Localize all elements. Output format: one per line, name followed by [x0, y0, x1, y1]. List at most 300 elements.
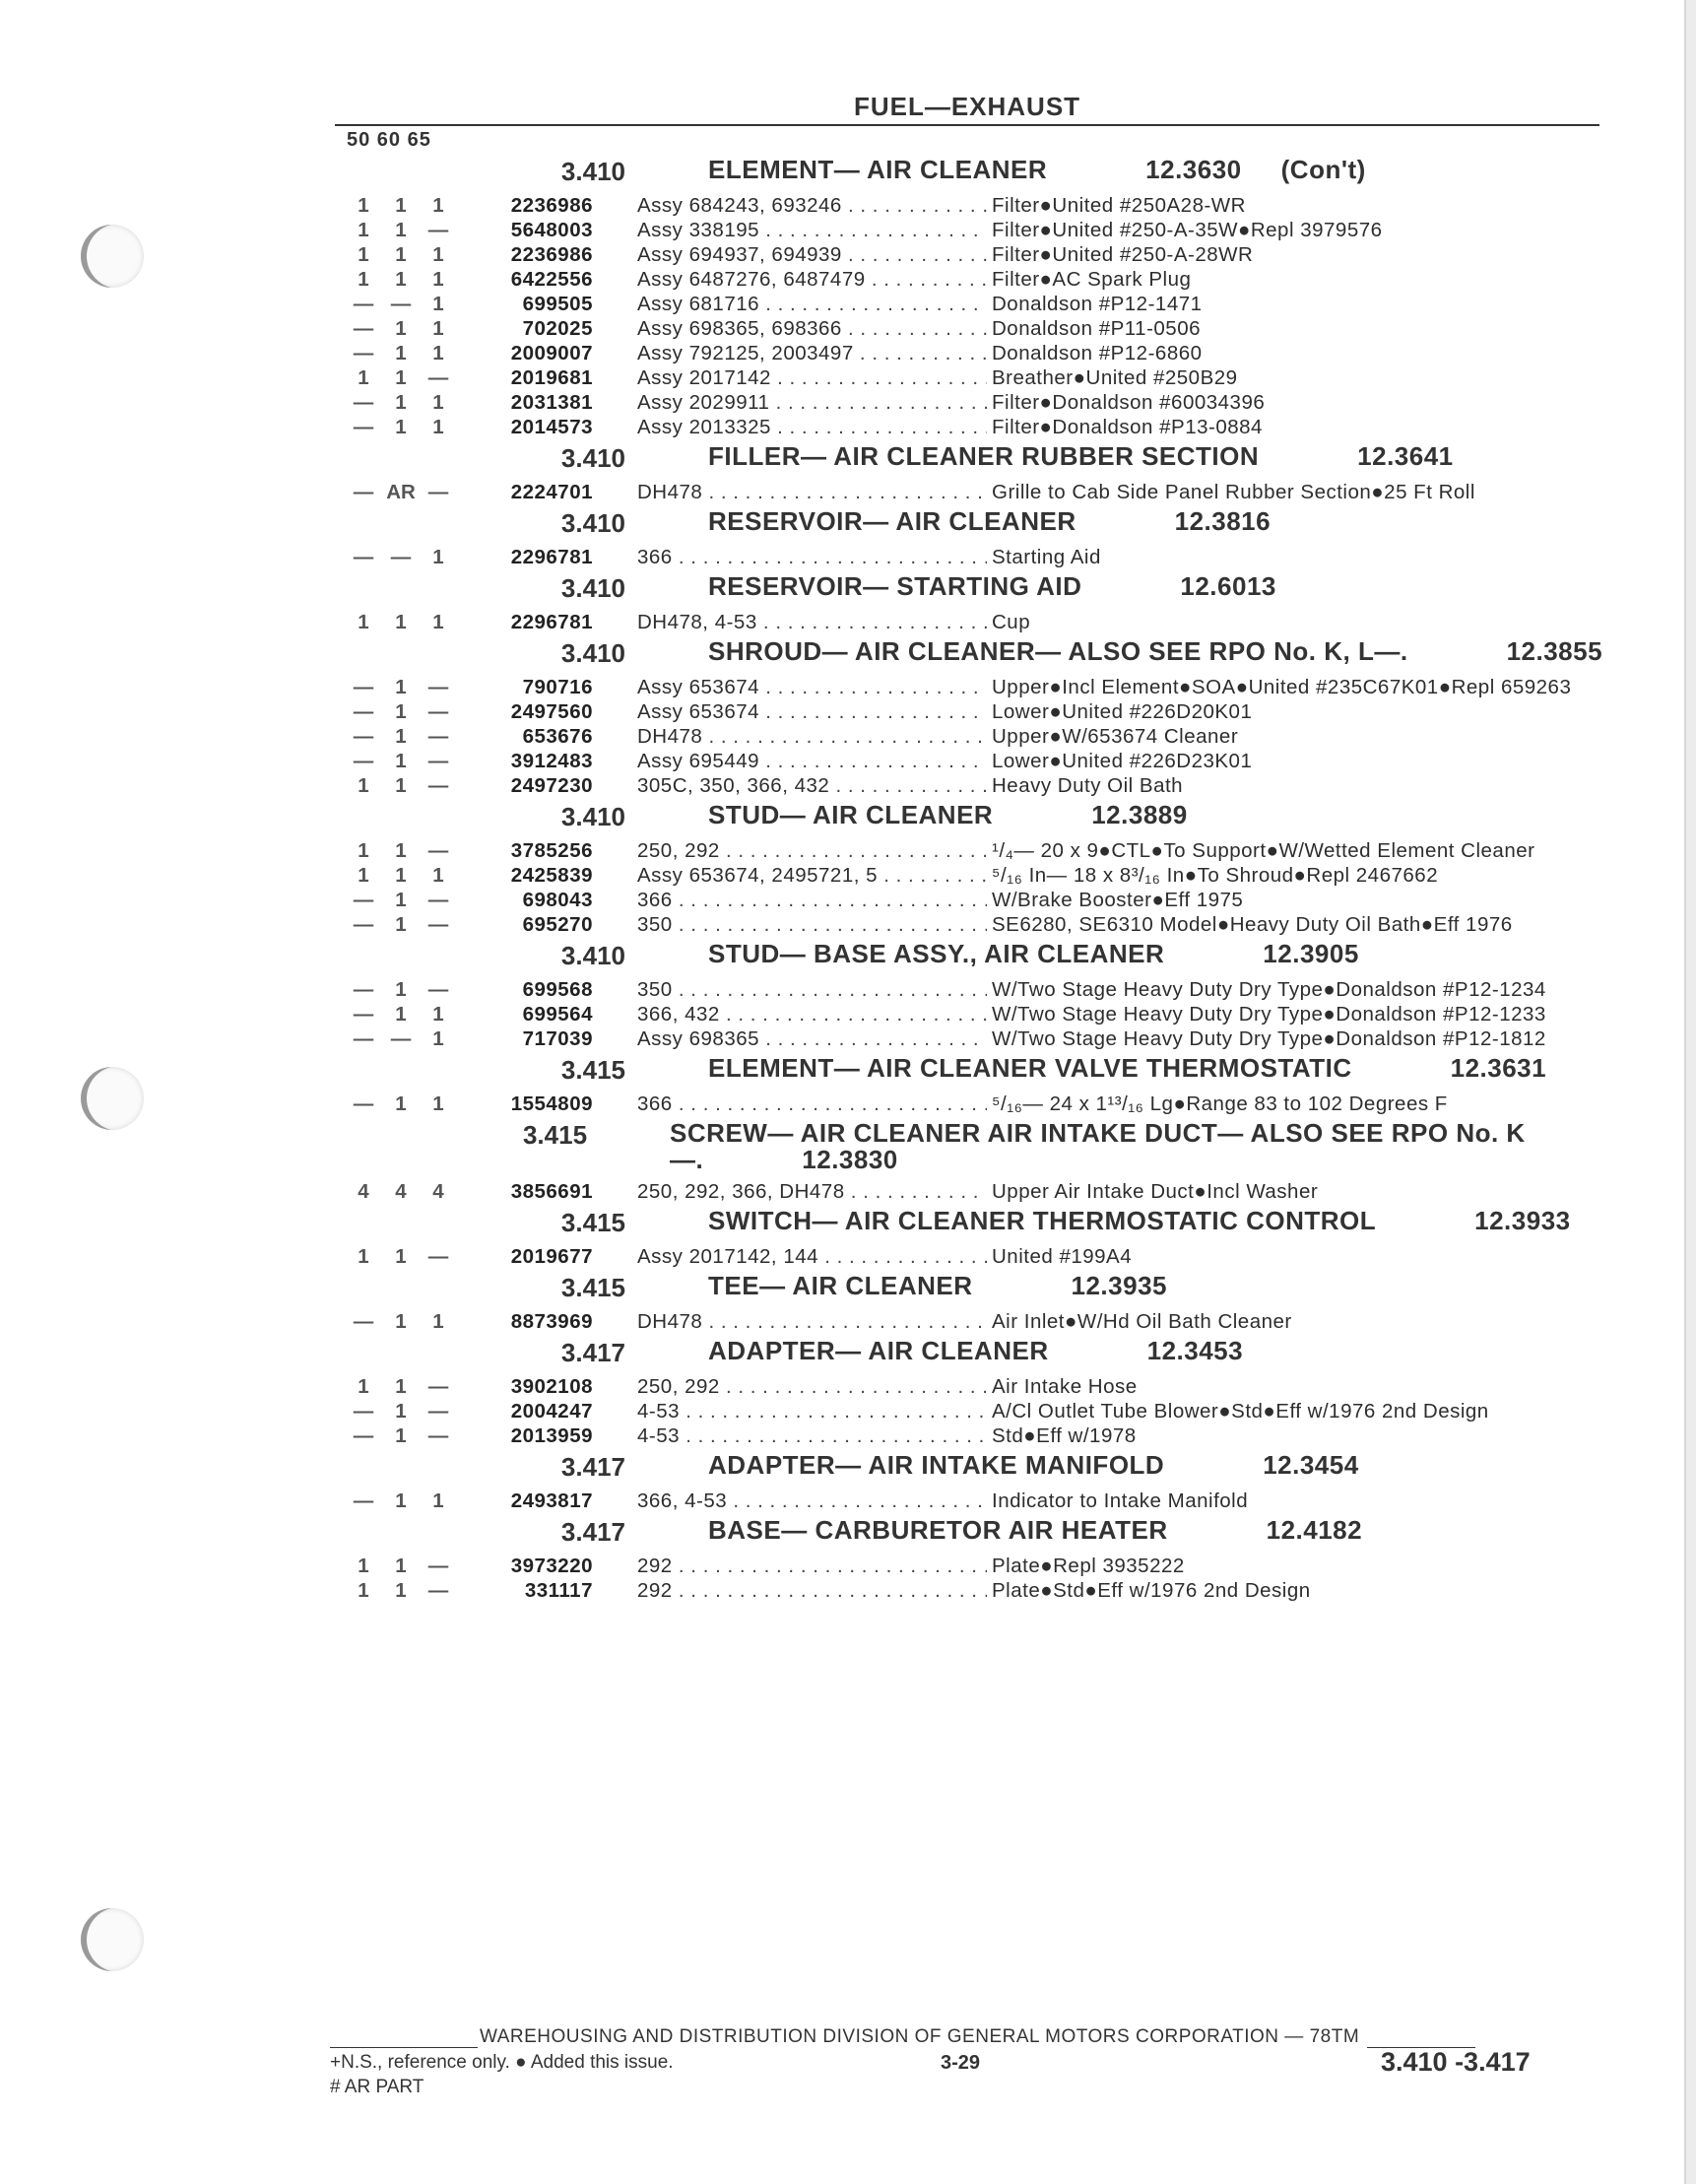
legend-line-1: +N.S., reference only. ● Added this issue.	[330, 2052, 674, 2073]
section-title: STUD— BASE ASSY., AIR CLEANER	[708, 939, 1165, 968]
model-qty-50: —	[353, 1400, 374, 1423]
legend-line-2: # AR PART	[330, 2077, 424, 2097]
application: Assy 684243, 693246 . . .	[637, 193, 987, 218]
section	[345, 1273, 1605, 1334]
model-qty-50: —	[353, 1003, 374, 1026]
group-number: 3.417	[560, 1452, 625, 1482]
group-number: 3.410	[560, 638, 625, 668]
model-qty-60: 1	[395, 700, 407, 723]
model-qty-65: —	[427, 700, 449, 723]
part-row	[345, 341, 1605, 365]
model-qty-50: —	[353, 391, 374, 414]
model-qty-50: —	[353, 750, 374, 772]
header-rule	[335, 124, 1599, 126]
model-qty-65: —	[427, 913, 449, 936]
part-row	[345, 912, 1605, 937]
section-title: ADAPTER— AIR INTAKE MANIFOLD	[708, 1450, 1165, 1480]
model-qty-65: —	[427, 481, 449, 503]
application: 366, 4-53 . . .	[637, 1489, 987, 1513]
model-qty-60: 1	[395, 1375, 407, 1398]
section-title-block	[708, 573, 1276, 600]
model-qty-50: 1	[358, 1555, 369, 1577]
model-qty-65: 1	[432, 1489, 444, 1512]
model-qty-50: 1	[358, 1579, 369, 1602]
part-row	[345, 1026, 1605, 1051]
group-number: 3.415	[560, 1055, 625, 1085]
part-row	[345, 610, 1605, 634]
model-qty-60: 1	[395, 725, 407, 748]
application: 292 . . .	[637, 1578, 987, 1603]
part-number: 790716	[522, 676, 593, 698]
model-qty-65: 1	[432, 1003, 444, 1026]
section-title: BASE— CARBURETOR AIR HEATER	[708, 1515, 1168, 1545]
punch-hole-top	[81, 225, 144, 288]
application: Assy 2013325 . . .	[637, 415, 987, 439]
description: Air Inlet●W/Hd Oil Bath Cleaner	[992, 1310, 1292, 1333]
model-qty-50: —	[353, 725, 374, 748]
description: Filter●Donaldson #60034396	[992, 391, 1266, 414]
model-qty-60: 4	[395, 1180, 407, 1203]
section	[345, 1055, 1605, 1116]
section-title-block	[670, 1120, 1605, 1173]
model-qty-50: —	[353, 293, 374, 315]
application: DH478 . . .	[637, 724, 987, 749]
application: 250, 292 . . .	[637, 838, 987, 863]
model-qty-60: 1	[395, 978, 407, 1001]
application: Assy 653674 . . .	[637, 675, 987, 699]
description: Plate●Repl 3935222	[992, 1555, 1185, 1577]
model-qty-60: —	[390, 546, 412, 568]
model-columns-header: 50 60 65	[347, 129, 431, 151]
model-qty-65: 1	[432, 864, 444, 887]
description: Cup	[992, 611, 1031, 633]
part-number: 331117	[524, 1579, 593, 1602]
part-number: 2236986	[510, 243, 593, 266]
model-qty-60: 1	[395, 366, 407, 389]
section-title: SCREW— AIR CLEANER AIR INTAKE DUCT— ALSO SEE RPO No. K—.	[670, 1118, 1526, 1174]
model-qty-60: 1	[395, 1003, 407, 1026]
section-code: 12.3855	[1506, 636, 1603, 666]
section-title-block	[708, 1517, 1362, 1544]
application: Assy 681716 . . .	[637, 292, 987, 316]
section-header	[345, 508, 1605, 539]
section-header	[345, 1273, 1605, 1303]
section-header	[345, 157, 1605, 187]
model-qty-65: —	[427, 1375, 449, 1398]
part-row	[345, 749, 1605, 773]
section-title-block	[708, 1208, 1571, 1234]
description: W/Two Stage Heavy Duty Dry Type●Donaldson #P12-1233	[992, 1003, 1546, 1026]
part-row	[345, 218, 1605, 242]
description: Grille to Cab Side Panel Rubber Section●25 Ft Roll	[992, 481, 1475, 503]
section-code: 12.3641	[1357, 441, 1454, 471]
application: DH478 . . .	[637, 480, 987, 504]
model-qty-65: —	[427, 725, 449, 748]
footer-division	[330, 2026, 1600, 2048]
punch-hole-middle	[81, 1067, 144, 1130]
section-code: 12.3453	[1146, 1336, 1244, 1365]
description: ⁵/₁₆ In— 18 x 8³/₁₆ In●To Shroud●Repl 2467662	[992, 864, 1439, 887]
part-row	[345, 1002, 1605, 1026]
part-number: 2425839	[510, 864, 593, 887]
group-number: 3.410	[560, 802, 625, 831]
application: Assy 792125, 2003497 . . .	[637, 341, 987, 365]
footer-rule-left	[330, 2047, 478, 2048]
section-header	[345, 1120, 1605, 1173]
application: 292 . . .	[637, 1554, 987, 1578]
punch-hole-bottom	[81, 1908, 144, 1971]
section-header	[345, 802, 1605, 832]
section-code: 12.3905	[1263, 939, 1359, 968]
model-qty-60: 1	[395, 750, 407, 772]
group-number: 3.417	[560, 1517, 625, 1547]
section-title-block	[708, 1055, 1546, 1082]
section-header	[345, 1208, 1605, 1238]
part-number: 3902108	[510, 1375, 593, 1398]
model-qty-50: —	[353, 913, 374, 936]
group-number: 3.410	[560, 443, 625, 473]
application: DH478 . . .	[637, 1309, 987, 1334]
model-qty-65: —	[427, 1424, 449, 1447]
part-row	[345, 1423, 1605, 1448]
section-header	[345, 941, 1605, 971]
section-code: 12.3631	[1450, 1053, 1547, 1083]
part-number: 2224701	[510, 481, 593, 503]
model-qty-50: 1	[358, 268, 369, 291]
section-title: FILLER— AIR CLEANER RUBBER SECTION	[708, 441, 1260, 471]
part-row	[345, 1179, 1605, 1204]
part-number: 2009007	[510, 342, 593, 364]
application: Assy 2017142 . . .	[637, 365, 987, 390]
model-qty-50: —	[353, 889, 374, 911]
description: Upper●Incl Element●SOA●United #235C67K01●Repl 659263	[992, 676, 1572, 698]
part-number: 2014573	[510, 416, 593, 438]
model-qty-60: 1	[395, 1555, 407, 1577]
application: Assy 6487276, 6487479 . . .	[637, 267, 987, 292]
model-qty-50: 1	[358, 194, 369, 217]
description: Heavy Duty Oil Bath	[992, 774, 1184, 797]
part-row	[345, 390, 1605, 415]
description: ⁵/₁₆— 24 x 1¹³/₁₆ Lg●Range 83 to 102 Degrees F	[992, 1092, 1448, 1115]
part-number: 6422556	[510, 268, 593, 291]
description: Indicator to Intake Manifold	[992, 1489, 1249, 1512]
section	[345, 1452, 1605, 1513]
section-code: 12.3935	[1071, 1271, 1167, 1300]
model-qty-50: 1	[358, 1245, 369, 1268]
model-qty-65: 1	[432, 416, 444, 438]
model-qty-50: 1	[358, 864, 369, 887]
description: ¹/₄— 20 x 9●CTL●To Support●W/Wetted Element Cleaner	[992, 839, 1535, 862]
model-qty-65: —	[427, 1400, 449, 1423]
model-qty-60: 1	[395, 342, 407, 364]
application: Assy 698365, 698366 . . .	[637, 316, 987, 341]
description: Filter●United #250-A-28WR	[992, 243, 1254, 266]
section	[345, 638, 1605, 798]
model-qty-50: —	[353, 1092, 374, 1115]
group-number: 3.410	[560, 157, 625, 186]
model-qty-50: 1	[358, 611, 369, 633]
section-title: ELEMENT— AIR CLEANER VALVE THERMOSTATIC	[708, 1053, 1352, 1083]
section	[345, 1120, 1605, 1204]
application: 350 . . .	[637, 977, 987, 1002]
part-number: 8873969	[510, 1310, 593, 1333]
description: SE6280, SE6310 Model●Heavy Duty Oil Bath●Eff 1976	[992, 913, 1513, 936]
division-text: WAREHOUSING AND DISTRIBUTION DIVISION OF GENERAL MOTORS CORPORATION — 78TM	[480, 2026, 1360, 2047]
model-qty-65: —	[427, 774, 449, 797]
application: 366 . . .	[637, 888, 987, 912]
part-number: 5648003	[510, 219, 593, 241]
page-edge-line	[1684, 0, 1686, 2184]
model-qty-60: 1	[395, 839, 407, 862]
section-code: 12.3933	[1474, 1206, 1571, 1235]
application: Assy 338195 . . .	[637, 218, 987, 242]
part-row	[345, 838, 1605, 863]
model-qty-50: —	[353, 1027, 374, 1050]
group-number: 3.415	[560, 1208, 625, 1237]
part-row	[345, 316, 1605, 341]
description: A/Cl Outlet Tube Blower●Std●Eff w/1976 2nd Design	[992, 1400, 1489, 1423]
part-row	[345, 1309, 1605, 1334]
description: Breather●United #250B29	[992, 366, 1238, 389]
section-title: RESERVOIR— AIR CLEANER	[708, 506, 1076, 536]
model-qty-60: 1	[395, 391, 407, 414]
model-qty-60: 1	[395, 1245, 407, 1268]
model-qty-65: —	[427, 1245, 449, 1268]
part-row	[345, 1244, 1605, 1269]
model-qty-60: 1	[395, 219, 407, 241]
model-qty-60: 1	[395, 1310, 407, 1333]
part-row	[345, 267, 1605, 292]
application: 366 . . .	[637, 1092, 987, 1116]
model-qty-65: —	[427, 1555, 449, 1577]
part-number: 698043	[522, 889, 593, 911]
part-number: 2236986	[510, 194, 593, 217]
model-qty-50: 4	[358, 1180, 369, 1203]
page-edge	[1686, 0, 1696, 2184]
part-number: 653676	[522, 725, 593, 748]
model-qty-60: 1	[395, 1400, 407, 1423]
model-qty-60: 1	[395, 243, 407, 266]
description: Std●Eff w/1978	[992, 1424, 1137, 1447]
section-title-block	[708, 941, 1359, 967]
section-title-block	[708, 508, 1271, 535]
group-number: 3.410	[560, 508, 625, 538]
section-title: SWITCH— AIR CLEANER THERMOSTATIC CONTROL	[708, 1206, 1377, 1235]
model-qty-65: 1	[432, 1027, 444, 1050]
application: Assy 694937, 694939 . . .	[637, 242, 987, 267]
model-qty-60: 1	[395, 774, 407, 797]
section	[345, 941, 1605, 1051]
description: Upper●W/653674 Cleaner	[992, 725, 1239, 748]
model-qty-60: 1	[395, 913, 407, 936]
group-number: 3.415	[560, 1273, 625, 1302]
model-qty-65: 1	[432, 317, 444, 340]
model-qty-65: 1	[432, 1310, 444, 1333]
section-code: 12.4182	[1266, 1515, 1363, 1545]
section-header	[345, 638, 1605, 669]
model-qty-50: 1	[358, 219, 369, 241]
part-row	[345, 415, 1605, 439]
model-qty-65: 1	[432, 194, 444, 217]
model-qty-50: —	[353, 416, 374, 438]
model-qty-65: 4	[432, 1180, 444, 1203]
model-qty-65: —	[427, 219, 449, 241]
part-number: 699564	[522, 1003, 593, 1026]
model-qty-50: 1	[358, 366, 369, 389]
part-number: 717039	[522, 1027, 593, 1050]
model-qty-65: —	[427, 750, 449, 772]
application: 250, 292 . . .	[637, 1374, 987, 1399]
section-header	[345, 1055, 1605, 1086]
part-row	[345, 977, 1605, 1002]
model-qty-65: —	[427, 366, 449, 389]
model-qty-60: 1	[395, 268, 407, 291]
section-header	[345, 573, 1605, 604]
description: United #199A4	[992, 1245, 1133, 1268]
model-qty-65: —	[427, 1579, 449, 1602]
page-title: FUEL—EXHAUST	[853, 92, 1081, 121]
model-qty-65: 1	[432, 1092, 444, 1115]
part-row	[345, 1489, 1605, 1513]
part-row	[345, 365, 1605, 390]
part-row	[345, 1578, 1605, 1603]
group-number: 3.417	[560, 1338, 625, 1367]
description: Lower●United #226D20K01	[992, 700, 1253, 723]
model-qty-50: —	[353, 481, 374, 503]
model-qty-50: 1	[358, 1375, 369, 1398]
description: Filter●AC Spark Plug	[992, 268, 1192, 291]
part-number: 2493817	[510, 1489, 593, 1512]
section	[345, 157, 1605, 439]
description: W/Brake Booster●Eff 1975	[992, 889, 1244, 911]
application: Assy 653674, 2495721, 5 . . .	[637, 863, 987, 888]
model-qty-60: 1	[395, 317, 407, 340]
model-qty-50: —	[353, 700, 374, 723]
part-row	[345, 888, 1605, 912]
part-row	[345, 863, 1605, 888]
section	[345, 443, 1605, 504]
description: Filter●United #250-A-35W●Repl 3979576	[992, 219, 1383, 241]
model-qty-60: 1	[395, 1579, 407, 1602]
model-qty-50: —	[353, 978, 374, 1001]
part-number: 2013959	[510, 1424, 593, 1447]
model-qty-60: —	[390, 1027, 412, 1050]
model-qty-50: —	[353, 676, 374, 698]
model-qty-60: 1	[395, 416, 407, 438]
application: Assy 2017142, 144 . . .	[637, 1244, 987, 1269]
group-number: 3.410	[560, 941, 625, 970]
model-qty-60: —	[390, 293, 412, 315]
part-row	[345, 480, 1605, 504]
description: Starting Aid	[992, 546, 1101, 568]
model-qty-60: 1	[395, 1092, 407, 1115]
model-qty-65: 1	[432, 243, 444, 266]
model-qty-65: 1	[432, 546, 444, 568]
part-number: 2019677	[510, 1245, 593, 1268]
section-title-block	[708, 443, 1454, 470]
part-number: 2497560	[510, 700, 593, 723]
part-row	[345, 292, 1605, 316]
model-qty-60: 1	[395, 676, 407, 698]
application: 4-53 . . .	[637, 1399, 987, 1423]
application: 366, 432 . . .	[637, 1002, 987, 1026]
page-number: 3-29	[941, 2052, 981, 2074]
description: W/Two Stage Heavy Duty Dry Type●Donaldson #P12-1234	[992, 978, 1546, 1001]
description: Lower●United #226D23K01	[992, 750, 1253, 772]
model-qty-50: 1	[358, 839, 369, 862]
section-title-block	[708, 1273, 1167, 1299]
section-title-block	[708, 1452, 1359, 1479]
model-qty-60: AR	[386, 481, 416, 503]
part-row	[345, 1374, 1605, 1399]
section-code: 12.3630	[1145, 155, 1242, 184]
model-qty-65: 1	[432, 611, 444, 633]
section-title: RESERVOIR— STARTING AID	[708, 571, 1082, 601]
model-qty-65: 1	[432, 268, 444, 291]
model-qty-60: 1	[395, 1424, 407, 1447]
model-qty-65: —	[427, 676, 449, 698]
model-qty-60: 1	[395, 611, 407, 633]
part-number: 2031381	[510, 391, 593, 414]
section-title: TEE— AIR CLEANER	[708, 1271, 973, 1300]
application: 250, 292, 366, DH478 . . .	[637, 1179, 987, 1204]
part-number: 3973220	[510, 1555, 593, 1577]
group-range: 3.410 -3.417	[1381, 2047, 1531, 2077]
application: 305C, 350, 366, 432 . . .	[637, 773, 987, 798]
part-row	[345, 773, 1605, 798]
model-qty-50: —	[353, 546, 374, 568]
model-qty-50: —	[353, 342, 374, 364]
model-qty-65: 1	[432, 342, 444, 364]
model-qty-65: —	[427, 839, 449, 862]
part-row	[345, 1092, 1605, 1116]
model-qty-60: 1	[395, 1489, 407, 1512]
section-title-block	[708, 802, 1188, 828]
part-row	[345, 675, 1605, 699]
part-number: 699505	[522, 293, 593, 315]
part-row	[345, 193, 1605, 218]
model-qty-50: —	[353, 1310, 374, 1333]
section-title: ADAPTER— AIR CLEANER	[708, 1336, 1049, 1365]
model-qty-65: —	[427, 889, 449, 911]
part-number: 1554809	[510, 1092, 593, 1115]
part-row	[345, 724, 1605, 749]
model-qty-65: —	[427, 978, 449, 1001]
section-header	[345, 1452, 1605, 1483]
part-number: 2497230	[510, 774, 593, 797]
section	[345, 1338, 1605, 1448]
section-title: STUD— AIR CLEANER	[708, 800, 994, 829]
section	[345, 1208, 1605, 1269]
section	[345, 573, 1605, 634]
part-number: 2019681	[510, 366, 593, 389]
description: W/Two Stage Heavy Duty Dry Type●Donaldson #P12-1812	[992, 1027, 1546, 1050]
section-title: SHROUD— AIR CLEANER— ALSO SEE RPO No. K, L—.	[708, 636, 1408, 666]
application: 350 . . .	[637, 912, 987, 937]
section-header	[345, 1338, 1605, 1368]
section-title-block	[708, 638, 1602, 665]
description: Donaldson #P12-1471	[992, 293, 1203, 315]
model-qty-60: 1	[395, 889, 407, 911]
model-qty-60: 1	[395, 864, 407, 887]
model-qty-60: 1	[395, 194, 407, 217]
section-header	[345, 443, 1605, 474]
part-row	[345, 242, 1605, 267]
model-qty-50: —	[353, 317, 374, 340]
section-code: 12.3830	[802, 1145, 898, 1174]
parts-list	[345, 153, 1605, 1603]
application: DH478, 4-53 . . .	[637, 610, 987, 634]
